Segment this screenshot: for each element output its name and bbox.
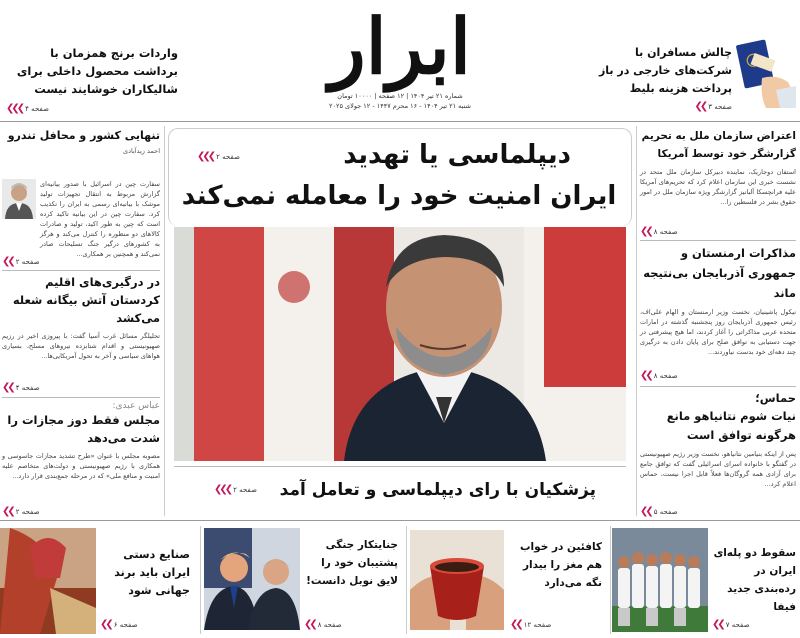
divider (406, 526, 407, 634)
chevrons-icon: ❮❮ (510, 619, 521, 630)
story-title: نیات شوم نتانیاهو مانع هرگونه توافق است (666, 409, 796, 442)
page-ref: ❮❮ صفحه ۲ (2, 506, 40, 517)
story-body: نیکول پاشینیان، نخست وزیر ارمنستان و الهام علی‌اف، رئیس جمهوری آذربایجان روز پنجشنبه گذشته در امارات متحده عربی مذاکراتی را آغاز کردند، اما هیچ پیشرفتی در جهت دستیابی به توافق صلح برای پایان دادن به درگیری چند دهه‌ای خود بدست نیاوردند... (640, 308, 796, 356)
chevrons-icon: ❮❮ (304, 619, 315, 630)
divider (164, 126, 165, 516)
masthead (265, 4, 535, 122)
chevrons-icon: ❮❮ (640, 506, 651, 517)
left-story-2[interactable] (2, 273, 160, 393)
date-line: شنبه ۲۱ تیر ۱۴۰۴ - ۱۶ محرم ۱۴۴۷ - ۱۲ جولای ۲۰۲۵ (329, 102, 471, 110)
main-headline-1: دیپلماسی یا تهدید (343, 140, 571, 170)
story-body: مصوبه مجلس با عنوان «طرح تشدید مجازات جاسوسی و همکاری با رژیم صهیونیستی و دولت‌های متخاصم علیه امنیت و منافع ملی» که در مرحله جمع‌بندی قرار دارد... (2, 452, 160, 480)
story-title: تنهایی کشور و محافل تندرو (7, 129, 160, 142)
page-ref: ❮❮❮ صفحه ۲ (214, 484, 257, 495)
passport-illustration (732, 38, 796, 108)
page-ref: ❮❮ صفحه ۳ (694, 101, 732, 112)
chevrons-icon: ❮❮❮ (6, 103, 23, 114)
handicraft-photo (0, 528, 96, 634)
story-title: واردات برنج همزمان با برداشت محصول داخلی برای شالیکاران خوشایند نیست (16, 46, 178, 96)
page-ref: ❮❮❮ صفحه ۲ (197, 151, 240, 162)
bottom-story-fifa[interactable] (612, 526, 800, 636)
story-body: پس از اینکه بنیامین نتانیاهو، نخست وزیر رژیم صهیونیستی در گفتگو با خانواده اسرای اسرائیلی گفت که توافق جامع برای آزادی همه گروگان‌ها فعلاً قابل اجرا نیست، حماس اعلام کرد... (640, 450, 796, 488)
story-kicker: عباس عبدی: (112, 401, 160, 411)
story-title: صنایع دستی ایران باید برند جهانی شود (114, 548, 190, 597)
story-body: تحلیلگر مسائل غرب آسیا گفت: با پیروزی اخیر در رزیم صهیونیستی و اقدام شتابزده نیروهای مسلح، بسیاری هواهای سیاسی و آخر به تحول آمریکایی‌ها... (2, 332, 160, 360)
bottom-story-handicrafts[interactable] (0, 526, 196, 636)
chevrons-icon: ❮❮ (694, 101, 706, 112)
main-headline-2: ایران امنیت خود را معامله نمی‌کند (181, 181, 617, 211)
story-title: چالش مسافران با شرکت‌های خارجی در باز پرداخت هزینه بلیط (598, 46, 732, 95)
left-story-1[interactable] (2, 127, 160, 269)
author-name: احمد زیدآبادی (123, 147, 160, 155)
page-ref: ❮❮ صفحه ۶ (100, 619, 138, 630)
chevrons-icon: ❮❮ (712, 619, 723, 630)
sub-headline: پزشکیان با رای دیپلماسی و تعامل آمد (279, 480, 596, 500)
story-body: استفان دوجاریک، نماینده دبیرکل سازمان ملل متحد در نشست خبری این سازمان اعلام کرد که تحریم‌های آمریکا علیه فرانچسکا آلبانیز گزارشگر ویژه سازمان ملل در امور حقوق بشر در فلسطین را... (640, 168, 796, 206)
bottom-story-nobel[interactable] (204, 526, 402, 636)
politicians-photo (204, 528, 300, 630)
story-title: اعتراض سازمان ملل به تحریم گزارشگر خود توسط آمریکا (641, 130, 796, 160)
page-ref: ❮❮ صفحه ۸ (640, 370, 678, 381)
right-story-2[interactable] (640, 243, 796, 383)
sub-headline-box[interactable] (174, 470, 626, 514)
divider (0, 520, 800, 521)
page-ref: ❮❮ صفحه ۸ (304, 619, 342, 630)
story-title: در درگیری‌های اقلیم کردستان آتش بیگانه شعله می‌کشد (12, 275, 160, 325)
right-story-3[interactable] (640, 389, 796, 519)
divider (200, 526, 201, 634)
issue-line: شماره ۲۱ تیر ۱۴۰۴ | ۱۲ صفحه | ۱۰۰۰۰ تومان (337, 92, 463, 100)
divider (640, 240, 796, 241)
left-story-3[interactable] (2, 401, 160, 519)
top-right-story[interactable] (592, 38, 796, 112)
author-photo (2, 179, 36, 219)
chevrons-icon: ❮❮ (100, 619, 111, 630)
chevrons-icon: ❮❮❮ (197, 151, 214, 162)
divider (0, 121, 800, 122)
page-ref: ❮❮ صفحه ۵ (640, 506, 678, 517)
story-body: سفارت چین در اسرائیل با صدور بیانیه‌ای گزارش مربوط به انتقال تجهیزات تولید موشک با بیانیه‌ای رسمی به ایران را تکذیب کرد. سفارت چین در این بیانیه تاکید کرده است که چین به‌ طور اکید، تولید و صادرات کالاهای دو منظوره را کنترل می‌کند و هرگز به کشورهای درگیر جنگ تسلیحات صادر نمی‌کند و همچنین بر همکاری... (40, 180, 160, 258)
page-ref: ❮❮ صفحه ۴ (2, 382, 40, 393)
newspaper-logo: ابرار (328, 2, 472, 91)
story-title: کافئین در خواب هم مغز را بیدار نگه می‌دارد (520, 541, 602, 589)
story-title: سقوط دو پله‌ای ایران در رده‌بندی جدید فیفا (713, 547, 796, 613)
coffee-cup-photo (410, 530, 504, 630)
divider (174, 466, 626, 467)
chevrons-icon: ❮❮❮ (214, 484, 231, 495)
page-ref: ❮❮ صفحه ۸ (640, 226, 678, 237)
chevrons-icon: ❮❮ (640, 370, 651, 381)
divider (2, 397, 160, 398)
right-story-1[interactable] (640, 127, 796, 239)
story-kicker: حماس؛ (755, 391, 796, 405)
bottom-story-caffeine[interactable] (410, 526, 606, 636)
divider (640, 386, 796, 387)
divider (610, 526, 611, 634)
page-ref: ❮❮❮ صفحه ۴ (6, 103, 49, 114)
chevrons-icon: ❮❮ (2, 256, 13, 267)
divider (636, 126, 637, 516)
story-title: مذاکرات ارمنستان و جمهوری آذربایجان بی‌نتیجه ماند (643, 246, 796, 300)
chevrons-icon: ❮❮ (640, 226, 651, 237)
chevrons-icon: ❮❮ (2, 382, 13, 393)
page-ref: ❮❮ صفحه ۲ (2, 256, 40, 267)
story-title: مجلس فقط دوز مجازات را شدت می‌دهد (7, 413, 160, 445)
page-ref: ❮❮ صفحه ۱۲ (510, 619, 552, 630)
story-title: جنایتکار جنگی پشتیبان خود را لایق نوبل دانست! (306, 539, 398, 587)
divider (2, 270, 160, 271)
page-ref: ❮❮ صفحه ۷ (712, 619, 750, 630)
top-left-story[interactable] (6, 44, 178, 114)
main-photo-diplomat (174, 227, 626, 461)
football-team-photo (612, 528, 708, 632)
chevrons-icon: ❮❮ (2, 506, 13, 517)
main-headline-box[interactable] (168, 128, 632, 226)
